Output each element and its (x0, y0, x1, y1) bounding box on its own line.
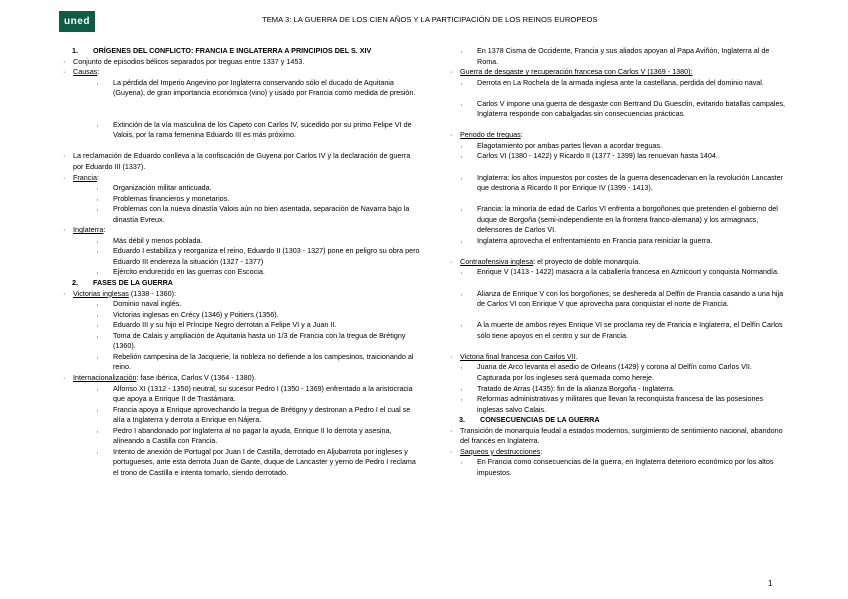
subheading: · Periodo de treguas: (450, 130, 523, 140)
section-title: FASES DE LA GUERRA (93, 278, 174, 288)
list-item: ‚ Inglaterra: los altos impuestos por costes de la guerra desencadenan en la revolución Lancaster que destrona a Ricardo II por Enrique IV (1399 - 1413). (461, 172, 784, 193)
paragraph: · Transición de monarquía feudal a estados modernos, surgimiento de sentimiento nacional, abandono del francés en Inglaterra. (450, 425, 783, 446)
section-2-heading (60, 278, 420, 289)
list-item: ‚ Elagotamiento por ambas partes llevan a acordar treguas. (461, 140, 662, 150)
paragraph: · Conjunto de episodios bélicos separados por treguas entre 1337 y 1453. (63, 56, 305, 66)
subheading: · Francia: (63, 172, 99, 182)
subheading: · Inglaterra: (63, 225, 106, 235)
list-item: ‚ Ejército endurecido en las guerras con Escocia. (97, 267, 265, 277)
list-item: ‚ Tratado de Arras (1435): fin de la alianza Borgoña - Inglaterra. (461, 383, 675, 393)
page-number: 1 (768, 579, 773, 588)
subheading: · Guerra de desgaste y recuperación francesa con Carlos V (1369 - 1380): (450, 67, 693, 77)
section-3-heading (447, 415, 787, 426)
subheading: · Internacionalización: fase ibérica, Carlos V (1364 - 1380). (63, 372, 256, 382)
section-title: ORÍGENES DEL CONFLICTO: FRANCIA E INGLATERRA A PRINCIPIOS DEL S. XIV (93, 46, 372, 55)
list-item: ‚ Intento de anexión de Portugal por Juan I de Castilla, derrotado en Aljubarrota por ingleses y portugueses, ante esta derrota Juan de Gante, duque de Lancaster y yerno de Pedro I reclama el trono de Castilla e intenta tomarlo, siendo derrotado. (97, 446, 416, 477)
subheading: · Saqueos y destrucciones: (450, 446, 543, 456)
right-column (447, 46, 787, 478)
list-item: ‚ Carlos VI (1380 - 1422) y Ricardo II (1377 - 1399) las renuevan hasta 1404. (461, 151, 718, 161)
list-item: ‚ Rebelión campesina de la Jacquerie, la nobleza no defiende a los campesinos, traicionando al reino. (97, 351, 414, 372)
list-item: ‚ En 1378 Cisma de Occidente, Francia y sus aliados apoyan al Papa Aviñón, Inglaterra al de Roma. (461, 46, 770, 66)
section-number: 2. (72, 278, 78, 288)
list-item: ‚ Derrota en La Rochela de la armada inglesa ante la castellana, perdida del dominio naval. (461, 77, 764, 87)
list-item: ‚ Inglaterra aprovecha el enfrentamiento en Francia para reiniciar la guerra. (461, 235, 713, 245)
subheading: · Contraofensiva inglesa: el proyecto de doble monarquía. (450, 256, 641, 266)
list-item: ‚ Problemas con la nueva dinastía Valois aún no bien asentada, separación de Navarra bajo la dinastía Evreux. (97, 204, 410, 224)
section-title: CONSECUENCIAS DE LA GUERRA (480, 415, 600, 425)
list-item: ‚ Victorias inglesas en Crécy (1346) y Poitiers (1356). (97, 309, 279, 319)
list-item: ‚ Toma de Calais y ampliación de Aquitania hasta un 1/3 de Francia con la tregua de Brétigny (1360). (97, 330, 406, 351)
list-item: ‚ En Francia como consecuencias de la guerra, en Inglaterra deterioro económico por los altos impuestos. (461, 457, 774, 477)
list-item: ‚ Más débil y menos poblada. (97, 235, 203, 245)
list-item: ‚ Alfonso XI (1312 - 1350) neutral, su sucesor Pedro I (1350 - 1369) enfrentado a la aristocracia que apoya a Enrique II de Trastámara. (97, 383, 413, 404)
section-number: 1. (72, 46, 78, 55)
section-1-heading (60, 46, 420, 57)
section-number: 3. (459, 415, 465, 425)
uned-logo: uned (59, 11, 95, 32)
paragraph: · La reclamación de Eduardo conlleva a la confiscación de Guyena por Carlos IV y la declaración de guerra por Eduardo III (1337). (63, 151, 411, 172)
list-item: ‚ A la muerte de ambos reyes Enrique VI se proclama rey de Francia e Inglaterra, el Delfín Carlos sólo tiene apoyos en el centro y sur de Francia. (461, 320, 783, 340)
list-item: ‚ Alianza de Enrique V con los borgoñones, se deshereda al Delfín de Francia casando a una hija de Carlos VI con Enrique V que aprovecha para conquistar el norte de Francia. (461, 288, 784, 309)
list-item: ‚ Eduardo I estabiliza y reorganiza el reino, Eduardo II (1303 - 1327) pone en peligro su obra pero Eduardo III endereza la situación (1327 - 1377) (97, 246, 420, 266)
list-item: ‚ Problemas financieros y monetarios. (97, 193, 230, 203)
list-item: ‚ Pedro I abandonado por Inglaterra al no pagar la ayuda, Enrique II lo derrota y asesina, alineando a Castilla con Francia. (97, 425, 392, 446)
list-item: ‚ Francia: la minoría de edad de Carlos VI enfrenta a borgoñones que pretenden el gobierno del duque de Borgoña (semi-independiente en la frontera franco-alemana) y los armagnacs, defensores de Carlos VI. (461, 204, 778, 235)
list-item: ‚ Organización militar anticuada. (97, 183, 212, 193)
list-item: ‚ Reformas administrativas y militares que llevan la reconquista francesa de las posesiones inglesas salvo Calais. (461, 394, 764, 414)
subheading: · Causas: (63, 67, 100, 77)
left-column (60, 46, 420, 489)
subheading: · Victoria final francesa con Carlos VII. (450, 351, 578, 361)
list-item: ‚ Dominio naval inglés. (97, 299, 182, 309)
page-header-title: TEMA 3: LA GUERRA DE LOS CIEN AÑOS Y LA PARTICIPACIÓN DE LOS REINOS EUROPEOS (262, 15, 598, 24)
list-item: ‚ Juana de Arco levanta el asedio de Orleans (1429) y corona al Delfín como Carlos VII. Capturada por los ingleses será quemada como hereje. (461, 362, 752, 382)
subheading: · Victorias inglesas (1338 - 1360): (63, 288, 176, 298)
list-item: ‚ Francia apoya a Enrique aprovechando la tregua de Brétigny y destronan a Pedro I el cual se alía a Inglaterra y derrota a Enrique en Nájera. (97, 404, 411, 425)
list-item: ‚ La pérdida del Imperio Angevino por Inglaterra conservando sólo el ducado de Aquitania (Guyena), de gran importancia económica (vino) y usado por Francia como medida de presión. (97, 77, 416, 98)
list-item: ‚ Enrique V (1413 - 1422) masacra a la caballería francesa en Aznicourt y conquista Normandía. (461, 267, 780, 277)
list-item: ‚ Carlos V impone una guerra de desgaste con Bertrand Du Guesclin, evitando batallas campales, Inglaterra responde con cabalgadas sin consecuencias prácticas. (461, 98, 786, 119)
list-item: ‚ Extinción de la vía masculina de los Capeto con Carlos IV, sucedido por su primo Felipe VI de Valois, por la rama femenina Eduardo III es más próximo. (97, 119, 412, 140)
list-item: ‚ Eduardo III y su hijo el Príncipe Negro derrotan a Felipe VI y a Juan II. (97, 320, 337, 330)
